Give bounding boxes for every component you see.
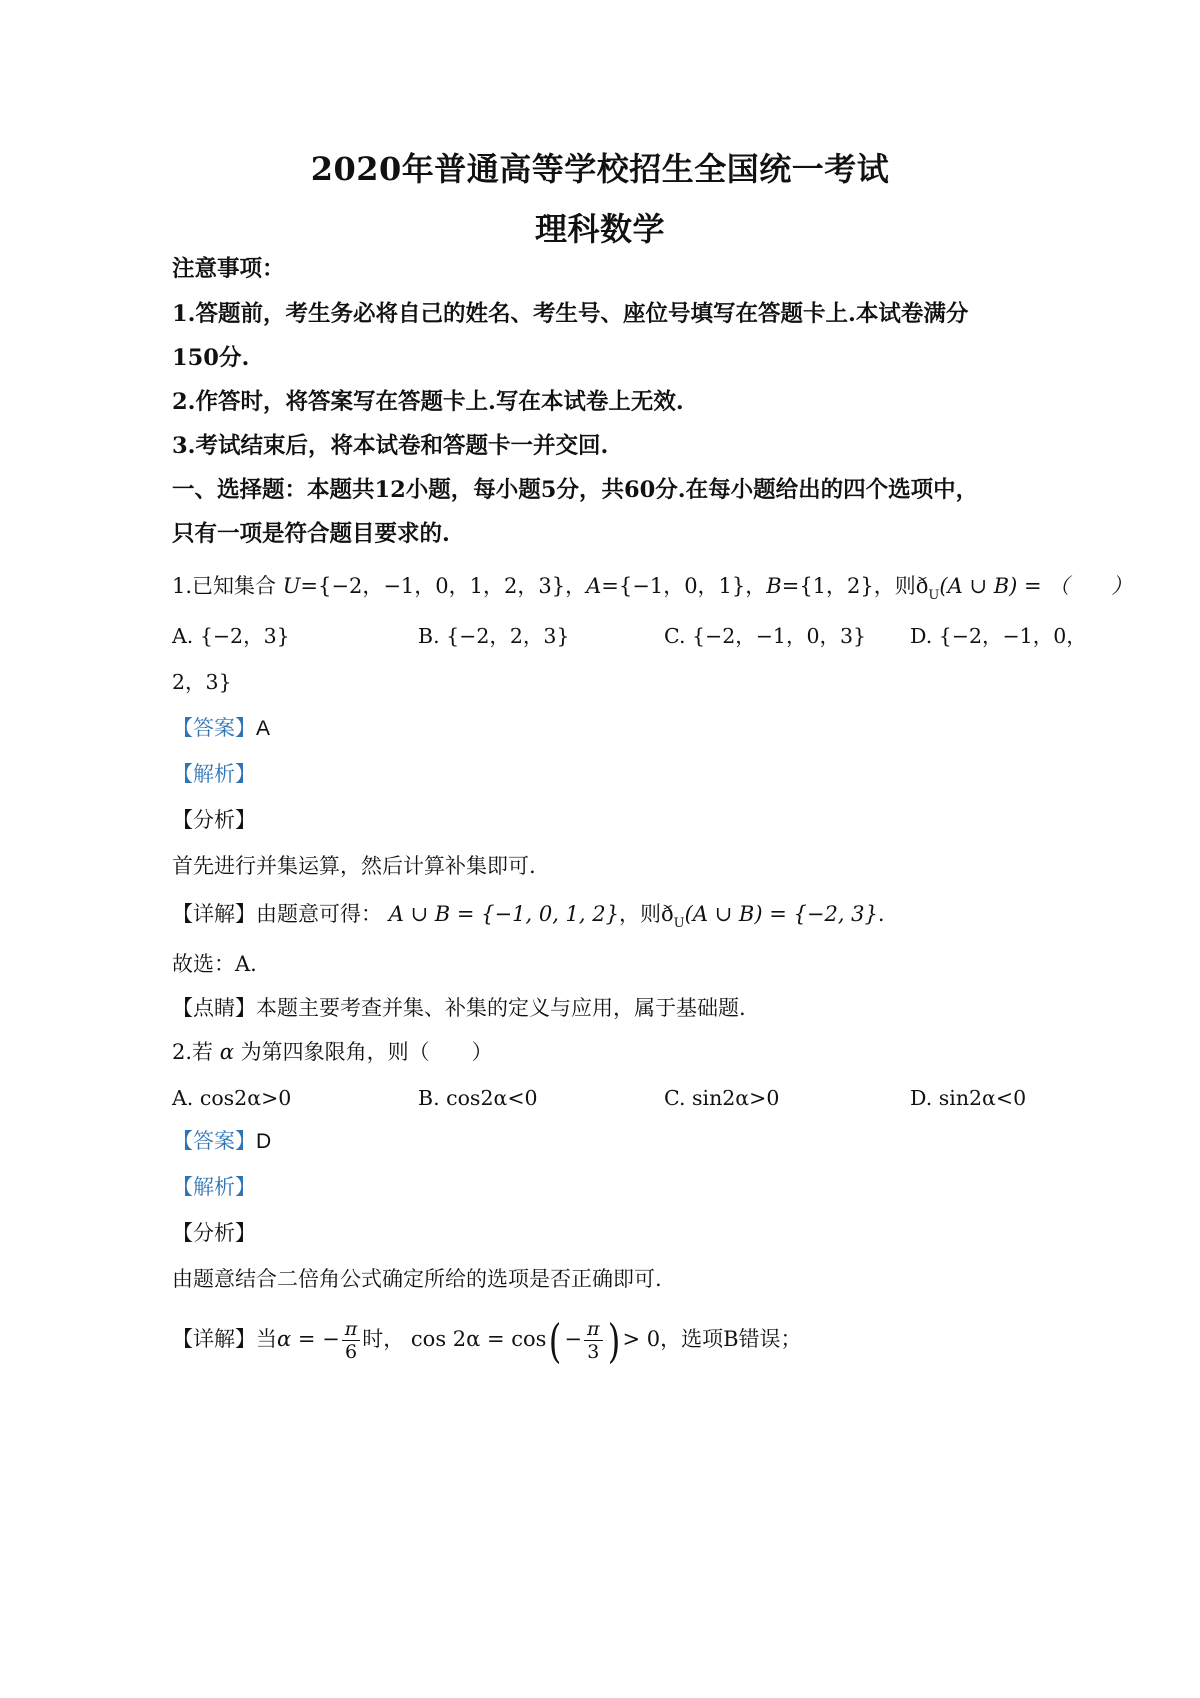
notice-item-3: 3.考试结束后，将本试卷和答题卡一并交回. [172, 433, 609, 459]
q1-prefix: 1.已知集合 [172, 574, 283, 598]
q1-complement-sub: U [928, 588, 940, 603]
q1-analysis-label: 【解析】 [172, 762, 256, 786]
q1-fenxi-label: 【分析】 [172, 808, 256, 832]
q2-analysis-label: 【解析】 [172, 1175, 256, 1199]
q1-detail-complement: ð [661, 902, 674, 926]
q1-set-b-values: ={1，2}，则 [781, 574, 916, 598]
q2-fraction-pi-6 [342, 1318, 361, 1363]
q1-option-c: C. {−2，−1，0，3} [664, 624, 867, 648]
q2-answer-value: D [256, 1130, 272, 1153]
q2-option-b: B. cos2α<0 [418, 1086, 538, 1110]
q2-answer-label: 【答案】 [172, 1129, 256, 1153]
q2-detail-label: 【详解】 [172, 1327, 256, 1351]
section-heading: 一、选择题：本题共12小题，每小题5分，共60分.在每小题给出的四个选项中， [172, 477, 979, 503]
exam-title: 2020年普通高等学校招生全国统一考试 [310, 150, 890, 188]
q2-suffix: 为第四象限角，则（ ） [233, 1040, 493, 1064]
q1-comment-row [172, 994, 1042, 1022]
q2-prefix: 2.若 [172, 1040, 220, 1064]
notice-item-2: 2.作答时，将答案写在答题卡上.写在本试卷上无效. [172, 389, 684, 415]
question-2-stem [172, 1038, 1042, 1066]
q2-fenxi-text: 由题意结合二倍角公式确定所给的选项是否正确即可. [172, 1267, 662, 1291]
q2-option-c: C. sin2α>0 [664, 1086, 780, 1110]
right-paren-glyph: ) [607, 1313, 620, 1368]
q2-detail-row [172, 1313, 1042, 1368]
notice-item-1-cont: 150分. [172, 345, 250, 371]
q2-frac-num: π [342, 1318, 361, 1341]
q1-detail-prefix: 由题意可得： [256, 902, 382, 926]
q1-detail-row [172, 900, 1042, 938]
q2-detail-minus: − [564, 1327, 583, 1351]
q2-frac2-num: π [584, 1318, 603, 1341]
q2-detail-alpha-eq: α = − [277, 1327, 340, 1351]
q1-detail-complement-sub: U [673, 916, 685, 931]
q1-answer-row [172, 714, 1042, 743]
section-heading-cont: 只有一项是符合题目要求的. [172, 521, 450, 547]
notice-heading: 注意事项： [172, 256, 285, 282]
q2-detail-gt0: > 0 [622, 1327, 661, 1351]
q1-option-d-cont: 2，3} [172, 670, 232, 694]
question-1-stem [172, 572, 1133, 610]
q2-fraction-pi-3 [584, 1318, 603, 1363]
notice-item-1: 1.答题前，考生务必将自己的姓名、考生号、座位号填写在答题卡上.本试卷满分 [172, 301, 969, 327]
q1-detail-equation-1: A ∪ B = {−1, 0, 1, 2} [388, 902, 619, 926]
q2-alpha: α [219, 1040, 234, 1064]
q1-expression: (A ∪ B) = （ ） [939, 574, 1133, 598]
q2-option-a: A. cos2α>0 [172, 1086, 292, 1110]
q2-detail-shi: 时， [362, 1327, 405, 1351]
q1-option-d: D. {−2，−1，0， [910, 624, 1087, 648]
q1-fenxi-text: 首先进行并集运算，然后计算补集即可. [172, 854, 536, 878]
q1-set-b: B [766, 574, 782, 598]
q2-frac-den: 6 [344, 1341, 358, 1363]
q1-detail-end: . [877, 902, 885, 926]
q1-set-a: A [586, 574, 602, 598]
q1-detail-equation-2: (A ∪ B) = {−2, 3} [684, 902, 878, 926]
q1-set-u: U [282, 574, 301, 598]
q1-option-b: B. {−2，2，3} [418, 624, 570, 648]
left-paren-glyph: ( [549, 1313, 562, 1368]
q1-answer-label: 【答案】 [172, 716, 256, 740]
q2-detail-tail: ，选项B错误； [660, 1327, 802, 1351]
q1-comment-label: 【点睛】 [172, 996, 256, 1020]
q1-option-a: A. {−2，3} [172, 624, 290, 648]
q1-comment-text: 本题主要考查并集、补集的定义与应用，属于基础题. [256, 996, 746, 1020]
q1-detail-label: 【详解】 [172, 902, 256, 926]
q1-choose: 故选：A. [172, 952, 257, 976]
q2-option-d: D. sin2α<0 [910, 1086, 1027, 1110]
q2-detail-cos: cos 2α = cos [410, 1327, 547, 1351]
exam-subtitle: 理科数学 [534, 210, 665, 248]
q1-set-u-values: ={−2，−1，0，1，2，3}， [300, 574, 587, 598]
q1-complement-symbol: ð [915, 574, 929, 598]
q1-answer-value: A [256, 717, 271, 740]
q1-set-a-values: ={−1，0，1}， [601, 574, 767, 598]
q2-fenxi-label: 【分析】 [172, 1221, 256, 1245]
q2-frac2-den: 3 [587, 1341, 600, 1363]
q1-detail-mid: ，则 [619, 902, 661, 926]
q2-answer-row [172, 1127, 1042, 1156]
q2-detail-when: 当 [256, 1327, 277, 1351]
